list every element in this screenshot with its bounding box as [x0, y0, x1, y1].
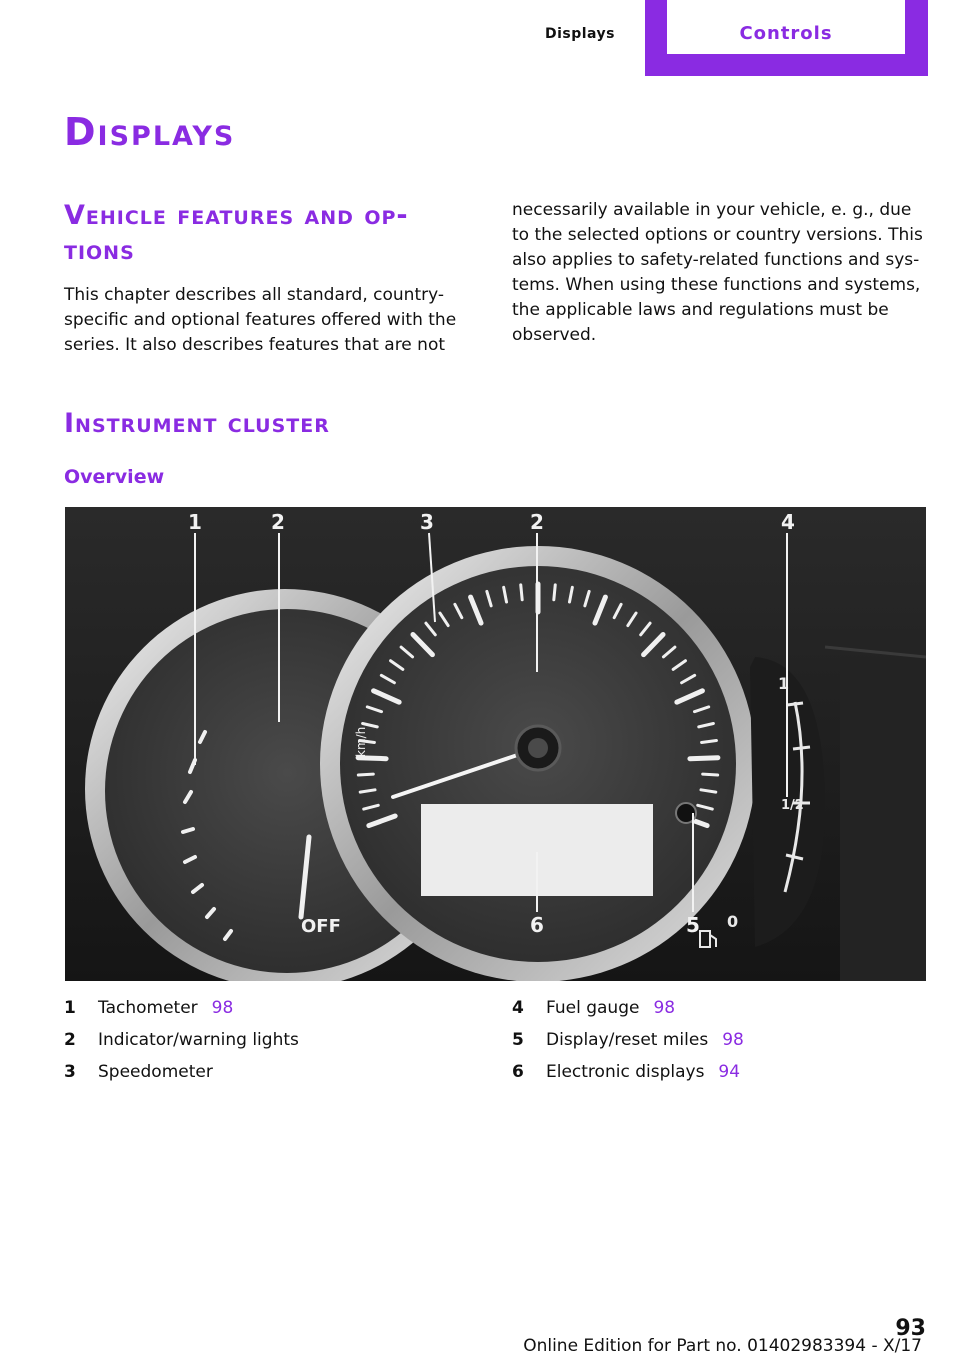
legend-item — [64, 992, 464, 1024]
legend-item — [512, 1056, 922, 1088]
heading-line: tions — [64, 235, 135, 266]
page-reference-link[interactable]: 98 — [722, 1030, 744, 1050]
legend-label: Fuel gauge — [546, 998, 640, 1018]
speedometer-tick — [358, 774, 373, 775]
section-heading-instrument-cluster: Instrument cluster — [64, 408, 330, 439]
text-line: necessarily available in your vehicle, e. g., due — [512, 200, 912, 220]
legend-item — [64, 1056, 464, 1088]
legend-number: 1 — [64, 998, 76, 1018]
speedometer-tick — [521, 585, 522, 600]
callout-number: 2 — [530, 510, 544, 534]
legend-number: 4 — [512, 998, 524, 1018]
speedometer-tick — [554, 585, 555, 600]
legend-number: 5 — [512, 1030, 524, 1050]
text-line: This chapter describes all standard, country- — [64, 285, 444, 305]
callout-number: 3 — [420, 510, 434, 534]
text-line: series. It also describes features that are not — [64, 335, 446, 355]
legend-number: 3 — [64, 1062, 76, 1082]
page-number: 93 — [895, 1316, 926, 1341]
callout-number: 5 — [686, 913, 700, 937]
fuel-empty-label: 0 — [727, 912, 739, 931]
speed-unit-label: km/h — [354, 726, 368, 757]
text-line: observed. — [512, 325, 597, 345]
callout-number: 4 — [781, 510, 795, 534]
page-title: Displays — [64, 110, 236, 154]
speedometer-tick — [702, 741, 717, 743]
text-line: tems. When using these functions and systems, — [512, 275, 921, 295]
text-line: specific and optional features offered with the — [64, 310, 457, 330]
text-line: to the selected options or country versions. This — [512, 225, 923, 245]
callout-number: 1 — [188, 510, 202, 534]
legend-list-left — [64, 992, 464, 1088]
subheading-overview: Overview — [64, 466, 165, 488]
header-section-label: Displays — [544, 26, 616, 42]
legend-label: Indicator/warning lights — [98, 1030, 299, 1050]
legend-label: Display/reset miles — [546, 1030, 709, 1050]
page-reference-link[interactable]: 94 — [718, 1062, 741, 1082]
header-chapter-tab — [645, 0, 928, 76]
heading-line: Vehicle features and op‐ — [64, 200, 409, 231]
header-chapter-tab-inner — [667, 0, 905, 54]
legend-number: 6 — [512, 1062, 524, 1082]
legend-item — [64, 1024, 464, 1056]
body-paragraph-right — [512, 198, 932, 348]
fuel-full-label: 1 — [778, 674, 790, 693]
body-paragraph-left — [64, 283, 484, 358]
legend-item — [512, 992, 922, 1024]
text-line: also applies to safety-related functions and sys‐ — [512, 250, 920, 270]
needle-hub-cap — [528, 738, 548, 758]
section-heading-vehicle-features — [64, 198, 409, 268]
legend-number: 2 — [64, 1030, 76, 1050]
callout-number: 6 — [530, 913, 544, 937]
text-line: the applicable laws and regulations must be — [512, 300, 889, 320]
legend-label: Electronic displays — [546, 1062, 705, 1082]
legend-label: Speedometer — [98, 1062, 213, 1082]
dash-panel-right — [840, 657, 926, 981]
legend-item — [512, 1024, 922, 1056]
fuel-half-label: 1/2 — [781, 798, 804, 813]
page-reference-link[interactable]: 98 — [211, 998, 234, 1018]
speedometer-tick — [703, 774, 718, 775]
footer-edition: Online Edition for Part no. 01402983394 - X/17 — [523, 1336, 922, 1356]
header-chapter-label: Controls — [739, 23, 833, 44]
tachometer-off-label: OFF — [301, 916, 341, 937]
callout-number: 2 — [271, 510, 285, 534]
instrument-cluster-figure — [65, 507, 926, 981]
page-reference-link[interactable]: 98 — [653, 998, 676, 1018]
legend-list-right — [512, 992, 922, 1088]
legend-label: Tachometer — [98, 998, 198, 1018]
speedometer-tick — [690, 758, 718, 759]
